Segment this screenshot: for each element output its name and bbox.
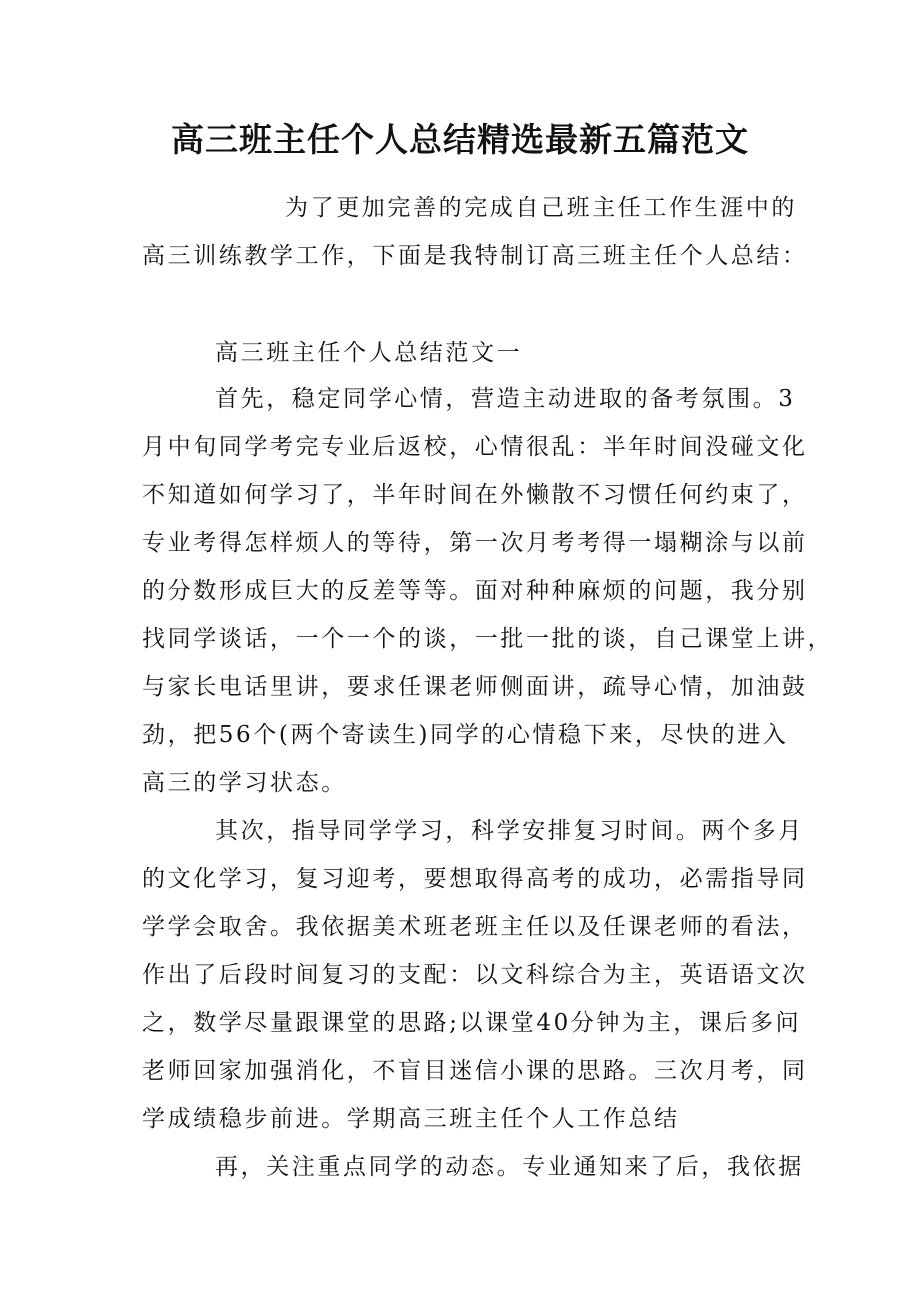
- body-line: 专业考得怎样烦人的等待，第一次月考考得一塌糊涂与以前: [142, 530, 808, 556]
- body-line: 再，关注重点同学的动态。专业通知来了后，我依据: [215, 1154, 804, 1180]
- body-line: 不知道如何学习了，半年时间在外懒散不习惯任何约束了，: [142, 482, 808, 508]
- body-line: 老师回家加强消化，不盲目迷信小课的思路。三次月考，同: [142, 1058, 808, 1084]
- body-line: 首先，稳定同学心情，营造主动进取的备考氛围。3: [215, 386, 796, 412]
- body-line: 的分数形成巨大的反差等等。面对种种麻烦的问题，我分别: [142, 578, 808, 604]
- body-line: 月中旬同学考完专业后返校，心情很乱：半年时间没碰文化: [142, 434, 808, 460]
- body-line: 其次，指导同学学习，科学安排复习时间。两个多月: [215, 818, 804, 844]
- body-line: 找同学谈话，一个一个的谈，一批一批的谈，自己课堂上讲，: [142, 626, 834, 652]
- body-line: 作出了后段时间复习的支配：以文科综合为主，英语语文次: [142, 962, 808, 988]
- body-line: 之，数学尽量跟课堂的思路;以课堂40分钟为主，课后多问: [142, 1010, 802, 1036]
- body-line: 高三的学习状态。: [142, 770, 347, 796]
- intro-line-1: 为了更加完善的完成自己班主任工作生涯中的: [285, 195, 797, 221]
- body-line: 学学会取舍。我依据美术班老班主任以及任课老师的看法，: [142, 914, 808, 940]
- body-line: 与家长电话里讲，要求任课老师侧面讲，疏导心情，加油鼓: [142, 674, 808, 700]
- intro-line-2: 高三训练教学工作，下面是我特制订高三班主任个人总结：: [142, 243, 808, 269]
- body-line: 学成绩稳步前进。学期高三班主任个人工作总结: [142, 1106, 680, 1132]
- body-line: 劲，把56个(两个寄读生)同学的心情稳下来，尽快的进入: [142, 722, 789, 748]
- section-heading: 高三班主任个人总结范文一: [215, 340, 523, 366]
- document-title: 高三班主任个人总结精选最新五篇范文: [171, 120, 749, 159]
- body-line: 的文化学习，复习迎考，要想取得高考的成功，必需指导同: [142, 866, 808, 892]
